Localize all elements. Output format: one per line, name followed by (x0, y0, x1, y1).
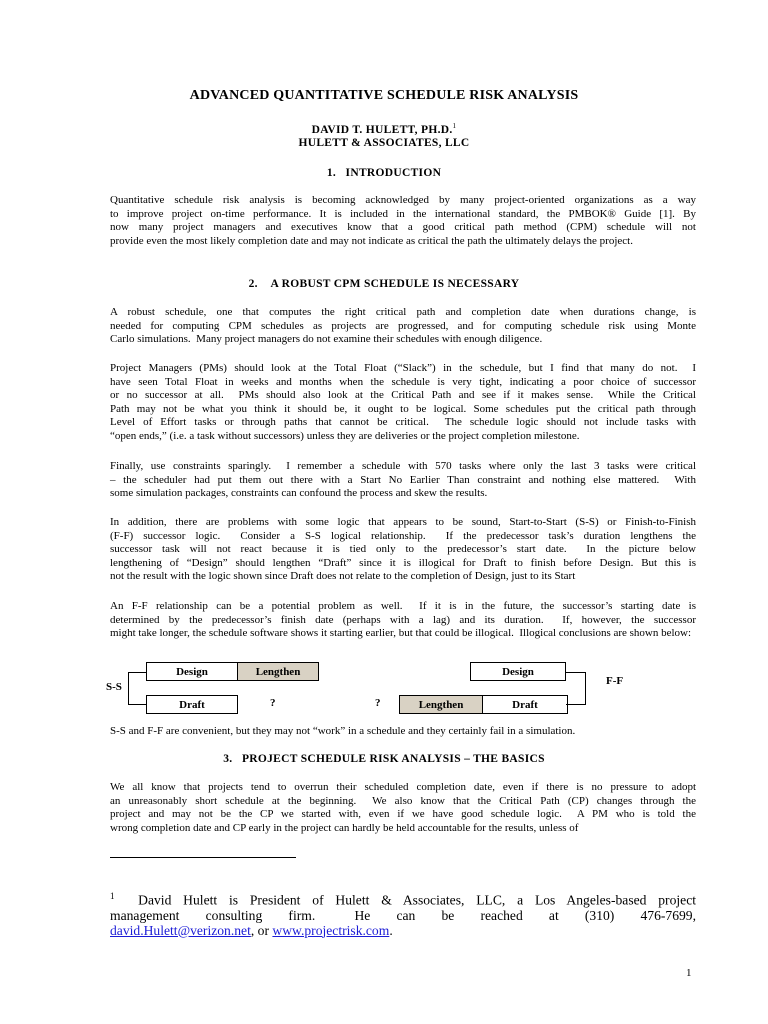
ff-connector (566, 672, 586, 705)
text-line: successor task will not react because it is tied only to the predecessor’s start date. In the picture below (110, 543, 696, 556)
footnote (110, 889, 696, 938)
text-line: A robust schedule, one that computes the right critical path and completion date when durations change, is (110, 306, 696, 318)
text-line: provide even the most likely completion date and may not indicate as critical the path the ultimately delays the (110, 234, 597, 247)
page-number: 1 (686, 967, 692, 979)
text-line: project and may not be the CP we started with, even if we have good schedule logic. A PM who is told the (110, 808, 696, 821)
website-link[interactable]: www.projectrisk.com (272, 922, 390, 938)
text-line: In addition, there are problems with some logic that appears to be sound, Start-to-Start (S-S) or Finish-to-Finish (110, 516, 696, 528)
text-line: Level of Effort tasks or through paths that cannot be critical. The schedule logic should not include tasks with (110, 416, 696, 429)
text-line: S-S and F-F are convenient, but they may not “work” in a schedule and they certainly fail in a simulation. (110, 725, 576, 737)
section-heading-robust-cpm: 2. A ROBUST CPM SCHEDULE IS NECESSARY (248, 278, 520, 290)
text-line: needed for computing CPM schedules as projects are progressed, and for computing schedule risk using Monte (110, 319, 696, 332)
draft-task-box: Draft (146, 695, 238, 714)
text-line: lengthening of “Design” should lengthen “Draft” since it is illogical for Draft to finish before Design. But this is (110, 556, 696, 569)
footnote-line (110, 889, 696, 908)
text-line: – the scheduler had put them out there with a Start No Earlier Than constraint and nothing else mattered. With (110, 473, 696, 486)
paragraph-total-float (110, 362, 696, 444)
footnote-line: management consulting firm. He can be reached at (310) 476-7699, (110, 907, 696, 923)
author-organization: HULETT & ASSOCIATES, LLC (298, 137, 470, 149)
text-line: wrong completion date and CP early in the project can hardly be held accountable for the results, unless of (110, 821, 579, 834)
footnote-line (110, 923, 696, 938)
text-line: have seen Total Float in weeks and months when the schedule is very tight, indicating a poor choice of successor (110, 375, 696, 388)
paragraph-ss-ff-summary (110, 725, 696, 739)
text-line: We all know that projects tend to overrun their scheduled completion date, even if there is no pressure to adopt (110, 781, 696, 793)
text-line: project. (599, 234, 633, 247)
text-line: might take longer, the schedule software shows it starting earlier, but that could be illogical. Illogical (110, 627, 557, 640)
author-name (0, 122, 768, 136)
text-line: “open ends,” (i.e. a task without successors) unless they are deliveries or the project completion milestone. (110, 429, 580, 442)
ss-connector (128, 672, 146, 705)
question-mark: ? (270, 697, 276, 709)
paragraph-logic-problems (110, 516, 696, 584)
footnote-separator (110, 857, 296, 858)
text-line: conclusions are shown below: (558, 627, 692, 640)
paragraph-overrun (110, 781, 696, 835)
text-line: (F-F) successor logic. Consider a S-S logical relationship. If the predecessor task’s duration lengthens the (110, 529, 696, 542)
paragraph-robust-schedule (110, 306, 696, 347)
footnote-text: David Hulett is President of Hulett & Associates, LLC, a Los Angeles-based project (138, 892, 696, 908)
ff-label: F-F (606, 675, 624, 687)
paragraph-ff-relationship (110, 600, 696, 641)
footnote-separator-text: , or (250, 922, 273, 938)
text-line: An F-F relationship can be a potential problem as well. If it is in the future, the successor’s starting date is (110, 600, 696, 612)
text-line: an unreasonably short schedule at the beginning. We also know that the Critical Path (CP) changes through the (110, 794, 696, 807)
footnote-period: . (389, 922, 393, 938)
lengthen-bar: Lengthen (399, 695, 483, 714)
lengthen-bar: Lengthen (237, 662, 319, 681)
design-task-box: Design (470, 662, 566, 681)
question-mark: ? (375, 697, 381, 709)
paragraph-constraints (110, 460, 696, 501)
footnote-marker: 1 (110, 891, 115, 901)
text-line: Finally, use constraints sparingly. I remember a schedule with 570 tasks where only the last 3 tasks were critical (110, 460, 696, 472)
paragraph-introduction (110, 194, 696, 248)
ss-label: S-S (106, 681, 122, 693)
text-line: Quantitative schedule risk analysis is becoming acknowledged by many project-oriented organizations as a way (110, 194, 696, 206)
text-line: Project Managers (PMs) should look at the Total Float (“Slack”) in the schedule, but I find that many do not. I (110, 362, 696, 374)
text-line: to improve project on-time performance. It is included in the international standard, the PMBOK® Guide [1]. By (110, 207, 696, 220)
section-heading-basics: 3. PROJECT SCHEDULE RISK ANALYSIS – THE BASICS (223, 753, 545, 765)
text-line: or no successor at all. PMs should also look at the Critical Path and see if it makes sense. While the Critical (110, 389, 696, 402)
text-line: some simulation packages, constraints can confound the process and skew the results. (110, 487, 488, 500)
design-task-box: Design (146, 662, 238, 681)
document-title: ADVANCED QUANTITATIVE SCHEDULE RISK ANALYSIS (189, 88, 579, 103)
email-link[interactable]: david.Hulett@verizon.net (110, 922, 251, 938)
text-line: Carlo simulations. Many project managers do not examine their schedules with enough diligence. (110, 333, 543, 346)
draft-task-box: Draft (482, 695, 568, 714)
text-line: now many project managers and executives know that a good critical path method (CPM) schedule will not (110, 221, 696, 234)
text-line: determined by the predecessor’s finish date (perhaps with a lag) and its duration. If, however, the successor (110, 613, 696, 626)
text-line: Path may not be what you think it should be, it ought to be logical. Some schedules put the critical path through (110, 402, 696, 415)
text-line: not the result with the logic shown since Draft does not relate to the completion of Design, just to its Start (110, 570, 576, 583)
section-heading-introduction: 1. INTRODUCTION (326, 167, 442, 179)
author-name-text: DAVID T. HULETT, PH.D. (311, 123, 453, 136)
author-footnote-marker: 1 (452, 122, 457, 130)
